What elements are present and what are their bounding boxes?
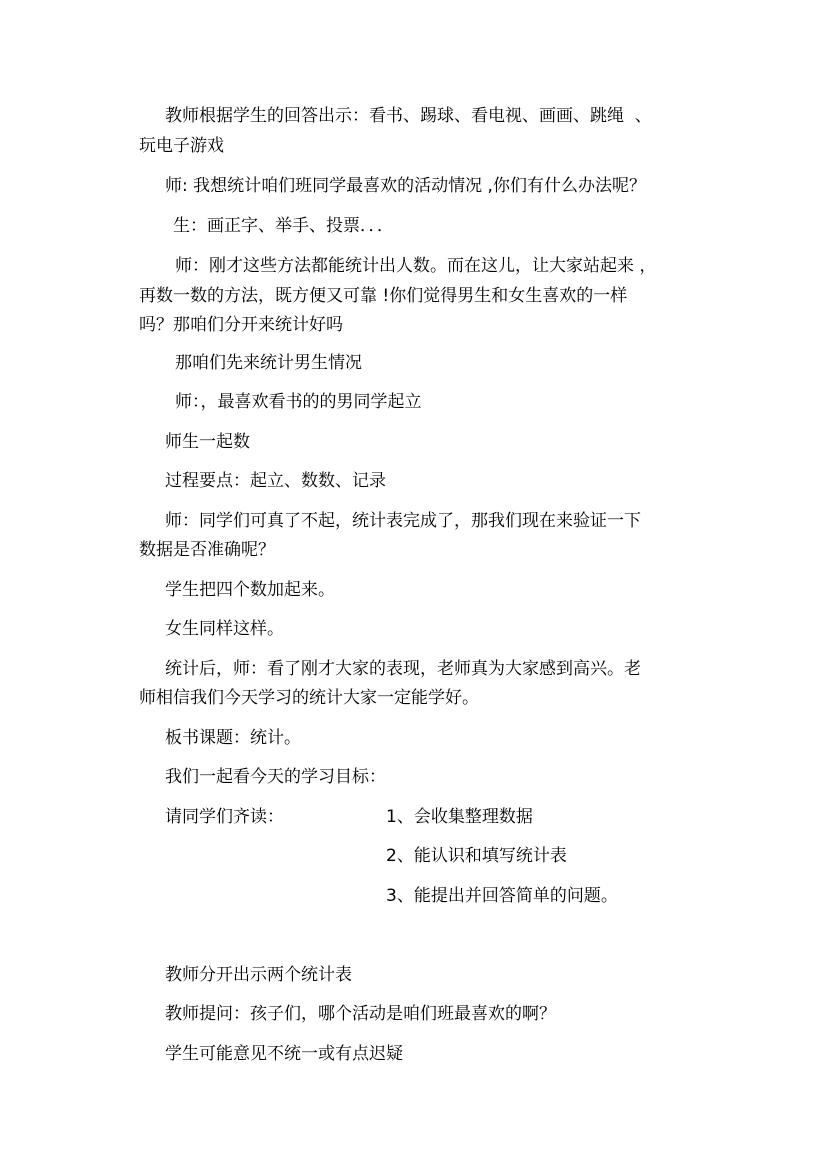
paragraph-5: 那咱们先来统计男生情况	[175, 353, 362, 373]
paragraph-4-line-1: 师：刚才这些方法都能统计出人数。而在这儿，让大家站起来 ，	[175, 256, 657, 276]
paragraph-13: 板书课题：统计。	[165, 728, 301, 748]
goal-item-2: 2、能认识和填写统计表	[386, 846, 567, 866]
paragraph-9-line-2: 数据是否准确呢？	[139, 540, 275, 560]
paragraph-12-line-2: 师相信我们今天学习的统计大家一定能学好。	[139, 688, 479, 708]
paragraph-6: 师：，最喜欢看书的的男同学起立	[175, 392, 422, 412]
paragraph-4-line-2: 再数一数的方法，既方便又可靠 !你们觉得男生和女生喜欢的一样	[139, 286, 628, 306]
paragraph-16: 教师分开出示两个统计表	[165, 965, 352, 985]
paragraph-12-line-1: 统计后，师：看了刚才大家的表现，老师真为大家感到高兴。老	[165, 659, 641, 679]
paragraph-8: 过程要点：起立、数数、记录	[165, 471, 386, 491]
paragraph-9-line-1: 师：同学们可真了不起，统计表完成了，那我们现在来验证一下	[165, 511, 641, 531]
paragraph-3: 生：画正字、举手、投票．．．	[173, 216, 394, 236]
paragraph-18: 学生可能意见不统一或有点迟疑	[165, 1044, 403, 1064]
paragraph-14: 我们一起看今天的学习目标：	[165, 767, 386, 787]
goal-item-3: 3、能提出并回答简单的问题。	[386, 886, 618, 906]
paragraph-17: 教师提问：孩子们，哪个活动是咱们班最喜欢的啊？	[165, 1004, 556, 1024]
goal-item-1: 1、会收集整理数据	[386, 807, 533, 827]
paragraph-1-line-2: 玩电子游戏	[139, 136, 224, 156]
paragraph-11: 女生同样这样。	[165, 619, 284, 639]
paragraph-1-line-1: 教师根据学生的回答出示：看书、踢球、看电视、画画、跳绳 、	[165, 106, 652, 126]
paragraph-4-line-3: 吗？那咱们分开来统计好吗	[139, 315, 343, 335]
paragraph-2: 师: 我想统计咱们班同学最喜欢的活动情况 ,你们有什么办法呢？	[165, 176, 646, 196]
paragraph-15: 请同学们齐读：	[165, 807, 284, 827]
paragraph-7: 师生一起数	[165, 432, 250, 452]
paragraph-10: 学生把四个数加起来。	[165, 580, 335, 600]
